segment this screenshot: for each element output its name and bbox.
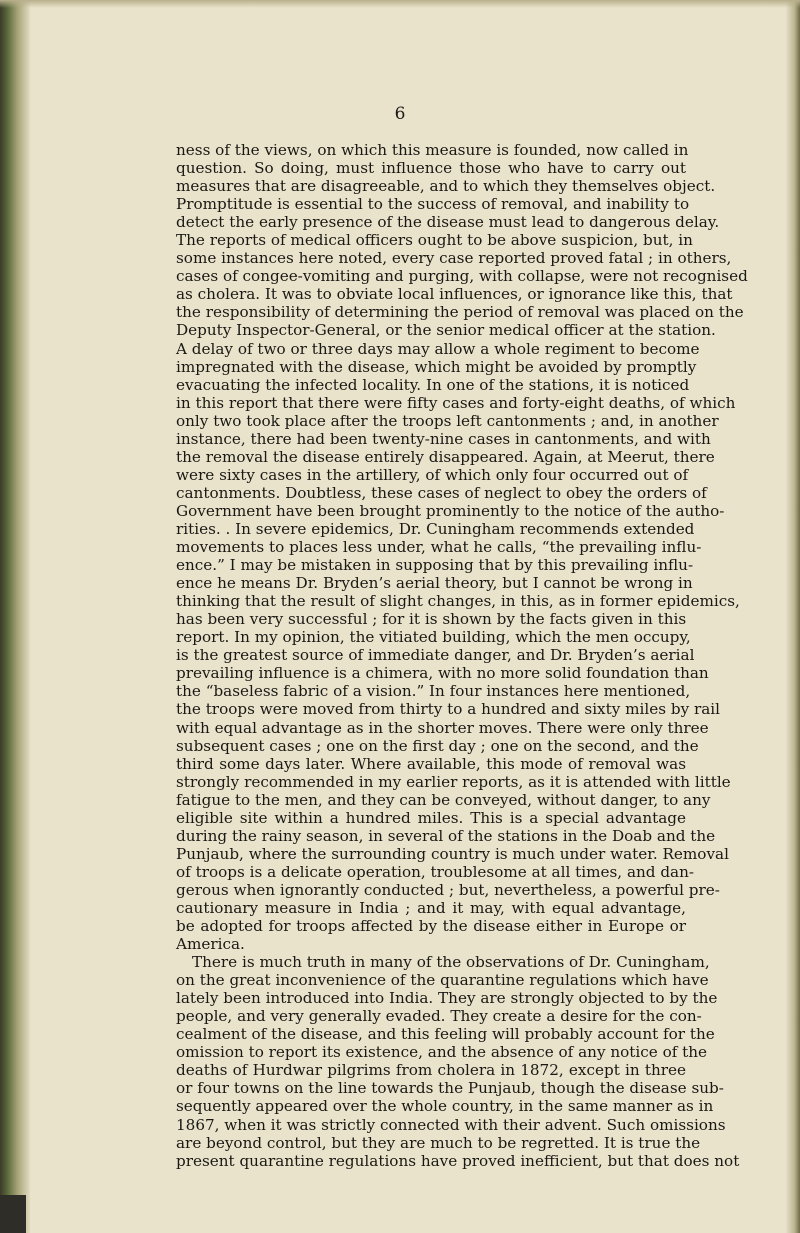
text-line: thinking that the result of slight changes, in this, as in former epidemics, [176, 592, 740, 611]
text-line: people, and very generally evaded. They create a desire for the con- [176, 1007, 702, 1026]
text-line: Government have been brought prominently to the notice of the autho- [176, 501, 725, 520]
page-binding-shadow [0, 0, 30, 1233]
text-line: on the great inconvenience of the quarantine regulations which have [176, 971, 709, 990]
text-line: rities. . In severe epidemics, Dr. Cuningham recommends extended [176, 519, 695, 538]
page-top-shadow [0, 0, 800, 8]
text-line: impregnated with the disease, which might be avoided by promptly [176, 357, 697, 376]
text-line: report. In my opinion, the vitiated building, which the men occupy, [176, 628, 691, 647]
text-line: There is much truth in many of the observations of Dr. Cuningham, [192, 953, 710, 972]
text-line: during the rainy season, in several of the stations in the Doab and the [176, 826, 716, 845]
text-line: A delay of two or three days may allow a whole regiment to become [176, 339, 700, 358]
text-line: were sixty cases in the artillery, of which only four occurred out of [176, 465, 689, 484]
text-line: cautionary measure in India ; and it may, with equal advantage, [176, 898, 686, 917]
page-number: 6 [394, 104, 406, 124]
body-text [176, 141, 748, 1170]
text-line: ence.” I may be mistaken in supposing that by this prevailing influ- [176, 556, 694, 575]
text-line: prevailing influence is a chimera, with no more solid foundation than [176, 664, 709, 683]
text-line: or four towns on the line towards the Punjaub, though the disease sub- [176, 1079, 724, 1098]
text-line: evacuating the infected locality. In one of the stations, it is noticed [176, 375, 690, 394]
text-line: instance, there had been twenty-nine cases in cantonments, and with [176, 429, 711, 448]
text-line: Promptitude is essential to the success of removal, and inability to [176, 195, 690, 214]
text-line: Punjaub, where the surrounding country is much under water. Removal [176, 844, 729, 863]
text-line: America. [176, 935, 245, 954]
text-line: deaths of Hurdwar pilgrims from cholera in 1872, except in three [176, 1061, 686, 1080]
text-line: with equal advantage as in the shorter moves. There were only three [176, 718, 709, 737]
text-line: omission to report its existence, and the absence of any notice of the [176, 1043, 708, 1062]
text-line: measures that are disagreeable, and to which they themselves object. [176, 177, 716, 196]
text-line: the troops were moved from thirty to a hundred and sixty miles by rail [176, 700, 721, 719]
text-line: ence he means Dr. Bryden’s aerial theory, but I cannot be wrong in [176, 574, 693, 593]
text-line: present quarantine regulations have proved inefficient, but that does not [176, 1151, 740, 1170]
text-line: subsequent cases ; one on the first day ; one on the second, and the [176, 736, 699, 755]
text-line: some instances here noted, every case reported proved fatal ; in others, [176, 249, 732, 268]
text-line: the responsibility of determining the period of removal was placed on the [176, 303, 744, 322]
text-line: lately been introduced into India. They are strongly objected to by the [176, 989, 718, 1008]
text-line: is the greatest source of immediate danger, and Dr. Bryden’s aerial [176, 646, 695, 665]
text-line: The reports of medical officers ought to be above suspicion, but, in [176, 231, 693, 250]
text-line: has been very successful ; for it is shown by the facts given in this [176, 610, 687, 629]
binding-corner [0, 1195, 26, 1233]
text-line: movements to places less under, what he calls, “the prevailing influ- [176, 538, 702, 557]
text-line: the “baseless fabric of a vision.” In four instances here mentioned, [176, 682, 691, 701]
text-line: of troops is a delicate operation, troublesome at all times, and dan- [176, 862, 695, 881]
text-line: as cholera. It was to obviate local influences, or ignorance like this, that [176, 285, 733, 304]
text-line: fatigue to the men, and they can be conveyed, without danger, to any [176, 790, 711, 809]
text-line: Deputy Inspector-General, or the senior medical officer at the station. [176, 321, 716, 340]
text-line: detect the early presence of the disease must lead to dangerous delay. [176, 213, 720, 232]
text-line: cantonments. Doubtless, these cases of neglect to obey the orders of [176, 483, 707, 502]
text-line: only two took place after the troops left cantonments ; and, in another [176, 411, 719, 430]
text-line: be adopted for troops affected by the disease either in Europe or [176, 917, 686, 936]
text-line: gerous when ignorantly conducted ; but, nevertheless, a powerful pre- [176, 880, 720, 899]
text-line: are beyond control, but they are much to be regretted. It is true the [176, 1133, 701, 1152]
page-edge-shadow [786, 0, 800, 1233]
text-line: in this report that there were fifty cases and forty-eight deaths, of which [176, 393, 736, 412]
text-line: cases of congee-vomiting and purging, with collapse, were not recognised [176, 267, 748, 286]
text-line: strongly recommended in my earlier reports, as it is attended with little [176, 772, 731, 791]
text-line: sequently appeared over the whole country, in the same manner as in [176, 1097, 714, 1116]
text-line: cealment of the disease, and this feeling will probably account for the [176, 1025, 715, 1044]
text-line: ness of the views, on which this measure is founded, now called in [176, 141, 689, 159]
text-line: eligible site within a hundred miles. This is a special advantage [176, 808, 686, 827]
text-line: the removal the disease entirely disappeared. Again, at Meerut, there [176, 447, 715, 466]
text-line: 1867, when it was strictly connected with their advent. Such omissions [176, 1115, 726, 1134]
text-line: question. So doing, must influence those who have to carry out [176, 159, 686, 178]
text-line: third some days later. Where available, this mode of removal was [176, 754, 686, 773]
